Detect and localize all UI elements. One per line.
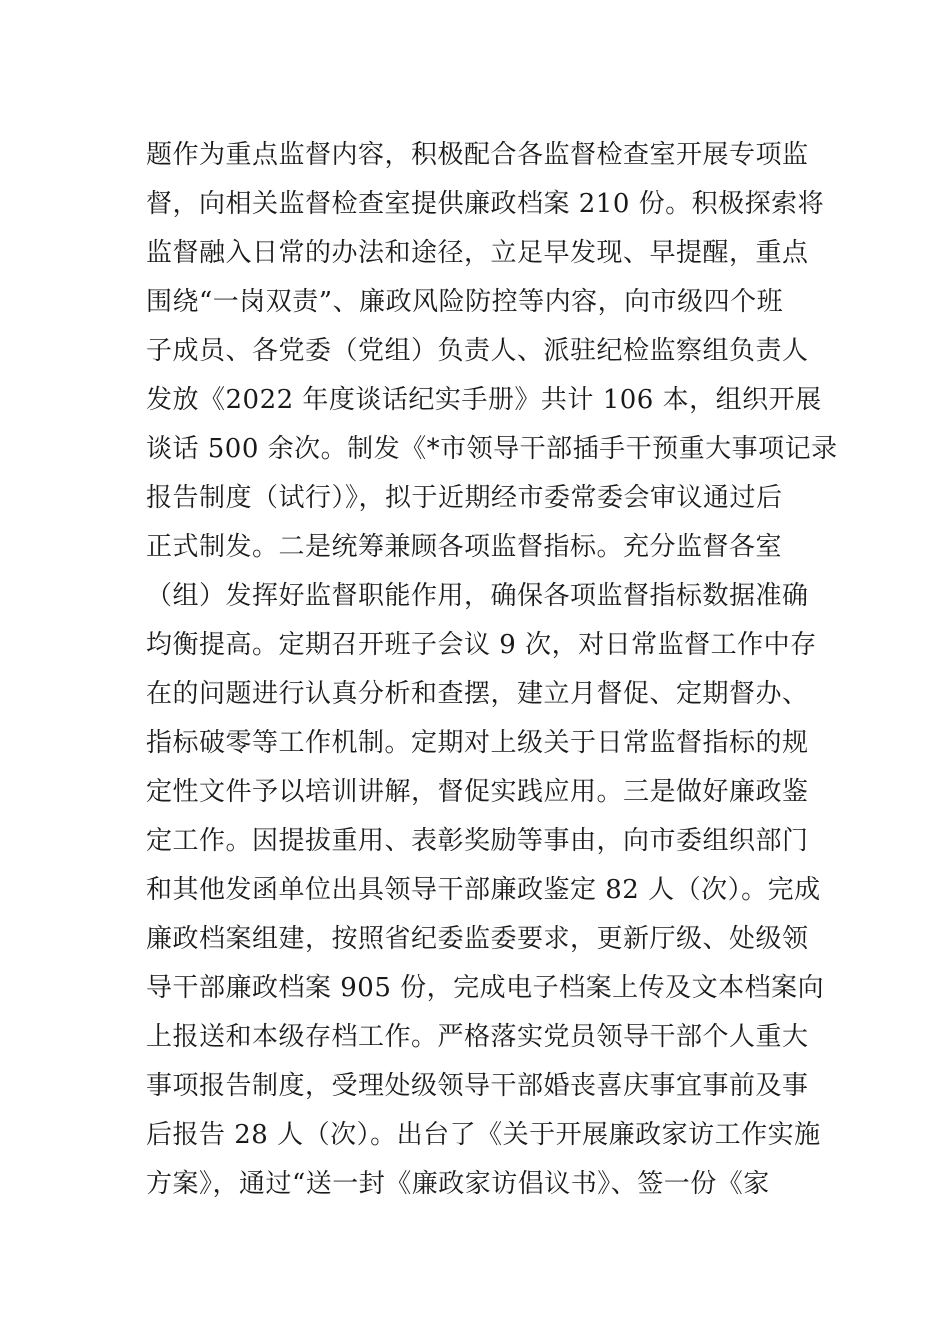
text-line: 报告制度（试行）》，拟于近期经市委常委会审议通过后: [146, 483, 783, 513]
text-line: 题作为重点监督内容，积极配合各监督检查室开展专项监: [146, 140, 809, 170]
text-line: 谈话 500 余次。制发《*市领导干部插手干预重大事项记录: [146, 434, 838, 464]
text-line: 导干部廉政档案 905 份，完成电子档案上传及文本档案向: [146, 973, 825, 1003]
text-line: 子成员、各党委（党组）负责人、派驻纪检监察组负责人: [146, 336, 809, 366]
text-line: 廉政档案组建，按照省纪委监委要求，更新厅级、处级领: [146, 924, 809, 954]
text-line: 监督融入日常的办法和途径，立足早发现、早提醒，重点: [146, 238, 809, 268]
text-line: 事项报告制度，受理处级领导干部婚丧喜庆事宜事前及事: [146, 1071, 809, 1101]
text-line: 定工作。因提拔重用、表彰奖励等事由，向市委组织部门: [146, 826, 809, 856]
text-line: 围绕“一岗双责”、廉政风险防控等内容，向市级四个班: [146, 287, 784, 317]
text-line: 正式制发。二是统筹兼顾各项监督指标。充分监督各室: [146, 532, 783, 562]
text-line: 指标破零等工作机制。定期对上级关于日常监督指标的规: [146, 728, 809, 758]
body-text: [146, 131, 846, 1209]
text-line: 在的问题进行认真分析和查摆，建立月督促、定期督办、: [146, 679, 809, 709]
text-line: 定性文件予以培训讲解，督促实践应用。三是做好廉政鉴: [146, 777, 809, 807]
text-line: 督，向相关监督检查室提供廉政档案 210 份。积极探索将: [146, 189, 825, 219]
text-line: 后报告 28 人（次）。出台了《关于开展廉政家访工作实施: [146, 1120, 821, 1150]
text-line: 和其他发函单位出具领导干部廉政鉴定 82 人（次）。完成: [146, 875, 821, 905]
text-line: 发放《2022 年度谈话纪实手册》共计 106 本，组织开展: [146, 385, 822, 415]
text-line: （组）发挥好监督职能作用，确保各项监督指标数据准确: [146, 581, 809, 611]
text-line: 上报送和本级存档工作。严格落实党员领导干部个人重大: [146, 1022, 809, 1052]
text-line: 均衡提高。定期召开班子会议 9 次，对日常监督工作中存: [146, 630, 817, 660]
text-line: 方案》，通过“送一封《廉政家访倡议书》、签一份《家: [146, 1169, 770, 1199]
